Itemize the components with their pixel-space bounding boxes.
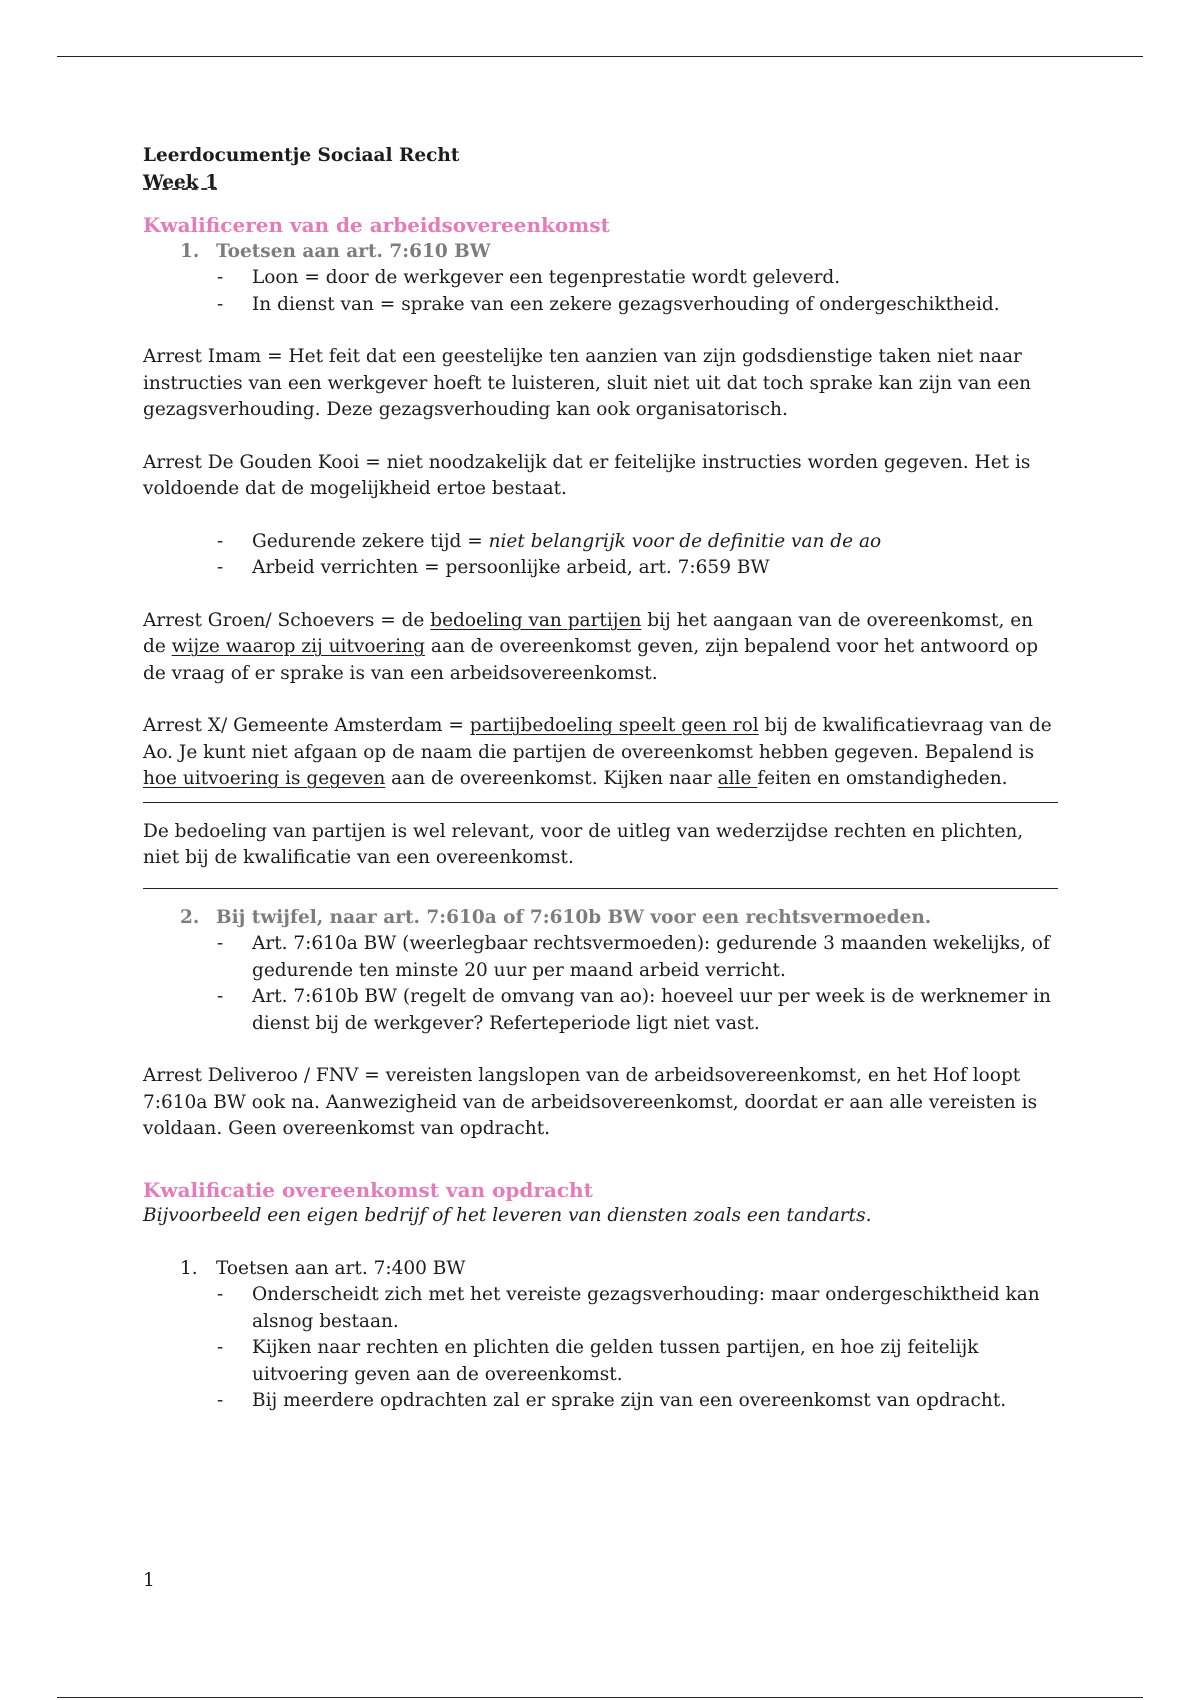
bottom-rule — [57, 1697, 1143, 1698]
list-item: - Gedurende zekere tijd = niet belangrijk voor de definitie van de ao — [217, 530, 882, 552]
boxed-note: De bedoeling van partijen is wel relevant, voor de uitleg van wederzijdse rechten en plichten, niet bij de kwalificatie van een overeenkomst. — [143, 820, 1024, 868]
numbered-item: 1. Toetsen aan art. 7:400 BW — [180, 1257, 466, 1279]
list-item: - In dienst van = sprake van een zekere gezagsverhouding of ondergeschiktheid. — [217, 293, 1000, 315]
page-number: 1 — [143, 1570, 155, 1591]
section-heading-opdracht: Kwalificatie overeenkomst van opdracht — [143, 1177, 593, 1202]
list-item: - Art. 7:610a BW (weerlegbaar rechtsvermoeden): gedurende 3 maanden wekelijks, of gedurende ten minste 20 uur per maand arbeid verricht. — [217, 933, 1050, 981]
list-item: - Loon = door de werkgever een tegenprestatie wordt geleverd. — [217, 267, 841, 288]
numbered-item: 1. Toetsen aan art. 7:610 BW — [180, 240, 491, 262]
document-body — [143, 143, 1058, 1415]
bullet-list — [143, 931, 1058, 1037]
paragraph-arrest-groen-schoevers: Arrest Groen/ Schoevers = de bedoeling van partijen bij het aangaan van de overeenkomst, en de wijze waarop zij uitvoering aan de overeenkomst geven, zijn bepalend voor het antwoord op de vraag of er sprake is van een arbeidsovereenkomst. — [143, 609, 1039, 684]
paragraph-arrest-gouden-kooi: Arrest De Gouden Kooi = niet noodzakelijk dat er feitelijke instructies worden gegeven. Het is voldoende dat de mogelijkheid ertoe bestaat. — [143, 451, 1031, 499]
section-heading-arbeidsovereenkomst: Kwalificeren van de arbeidsovereenkomst — [143, 213, 610, 237]
list-item: - Onderscheidt zich met het vereiste gezagsverhouding: maar ondergeschiktheid kan alsnog bestaan. — [217, 1284, 1040, 1332]
list-item: - Arbeid verrichten = persoonlijke arbeid, art. 7:659 BW — [217, 557, 770, 578]
paragraph-arrest-imam: Arrest Imam = Het feit dat een geestelijke ten aanzien van zijn godsdienstige taken niet naar instructies van een werkgever hoeft te luisteren, sluit niet uit dat toch sprake kan zijn van een gezagsverhouding. Deze gezagsverhouding kan ook organisatorisch. — [143, 346, 1032, 420]
bullet-list — [143, 529, 1058, 582]
numbered-item: 2. Bij twijfel, naar art. 7:610a of 7:610b BW voor een rechtsvermoeden. — [180, 906, 932, 928]
bullet-list — [143, 1282, 1058, 1415]
section-subtitle: Bijvoorbeeld een eigen bedrijf of het leveren van diensten zoals een tandarts. — [143, 1205, 872, 1226]
document-title: Leerdocumentje Sociaal Recht — [143, 145, 460, 166]
paragraph-arrest-x-amsterdam: Arrest X/ Gemeente Amsterdam = partijbedoeling speelt geen rol bij de kwalificatievraag van de Ao. Je kunt niet afgaan op de naam die partijen de overeenkomst hebben gegeven. Bepalend is hoe uitvoering is gegeven aan de overeenkomst. Kijken naar alle feiten en omstandigheden. — [143, 715, 1052, 789]
paragraph-arrest-deliveroo: Arrest Deliveroo / FNV = vereisten langslopen van de arbeidsovereenkomst, en het Hof loopt 7:610a BW ook na. Aanwezigheid van de arbeidsovereenkomst, doordat er aan alle vereisten is voldaan. Geen overeenkomst van opdracht. — [143, 1065, 1038, 1139]
list-item: - Bij meerdere opdrachten zal er sprake zijn van een overeenkomst van opdracht. — [217, 1390, 1007, 1411]
top-rule — [57, 56, 1143, 57]
list-item: - Art. 7:610b BW (regelt de omvang van ao): hoeveel uur per week is de werknemer in dienst bij de werkgever? Referteperiode ligt niet vast. — [217, 986, 1051, 1034]
bullet-list — [143, 265, 1058, 318]
list-item: - Kijken naar rechten en plichten die gelden tussen partijen, en hoe zij feitelijk uitvoering geven aan de overeenkomst. — [217, 1337, 979, 1385]
week-label: Week 1 — [143, 171, 218, 193]
